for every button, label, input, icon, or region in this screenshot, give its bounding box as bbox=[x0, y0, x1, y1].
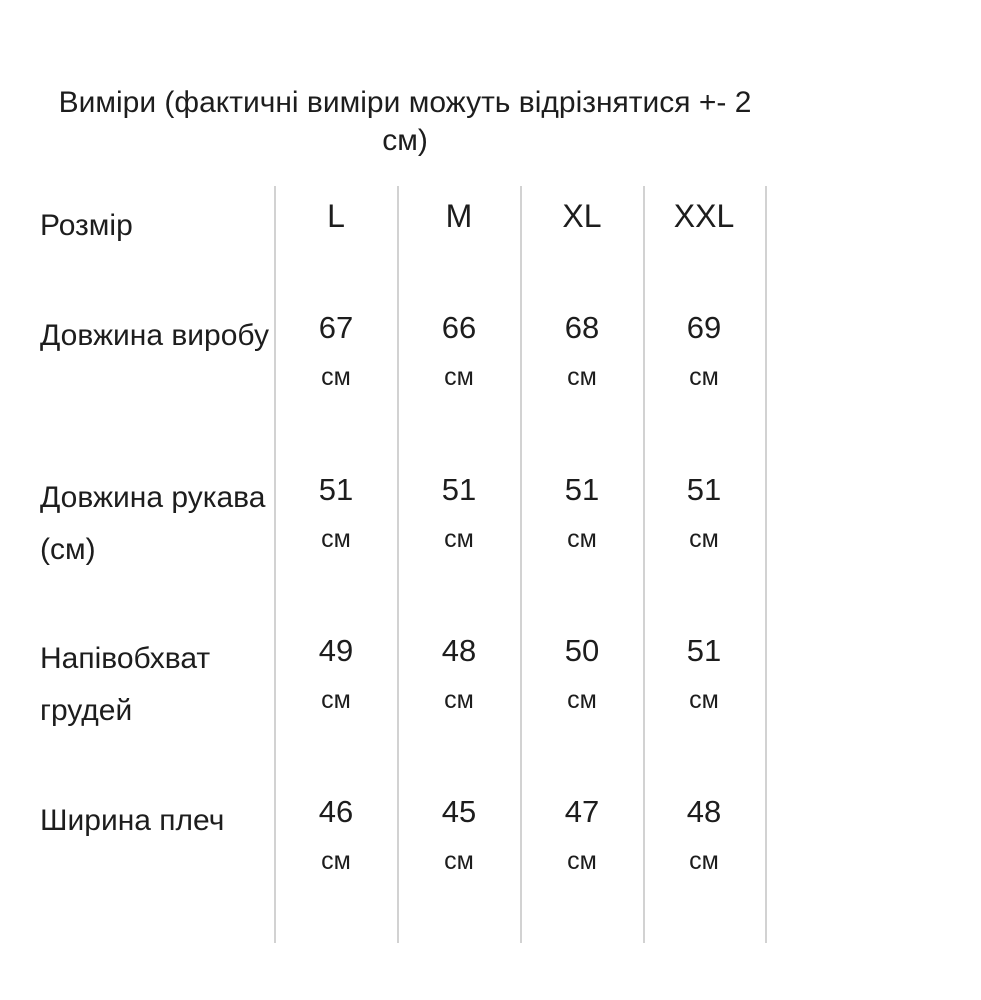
cell-unit: см bbox=[689, 847, 719, 875]
cell-unit: см bbox=[444, 847, 474, 875]
table-cell bbox=[399, 310, 519, 392]
size-header-xxl: XXL bbox=[673, 198, 735, 234]
table-cell bbox=[276, 310, 396, 392]
cell-value: 47 bbox=[564, 794, 600, 829]
table-cell bbox=[276, 472, 396, 554]
cell-unit: см bbox=[321, 847, 351, 875]
cell-unit: см bbox=[321, 525, 351, 553]
table-cell bbox=[399, 472, 519, 554]
cell-value: 68 bbox=[564, 310, 600, 345]
row-label-shoulders: Ширина плеч bbox=[40, 804, 225, 837]
row-label-length: Довжина виробу bbox=[40, 319, 269, 352]
cell-unit: см bbox=[689, 525, 719, 553]
cell-value: 48 bbox=[686, 794, 722, 829]
cell-unit: см bbox=[321, 686, 351, 714]
cell-value: 46 bbox=[318, 794, 354, 829]
cell-unit: см bbox=[567, 525, 597, 553]
size-header-l: L bbox=[327, 198, 345, 234]
cell-value: 51 bbox=[441, 472, 477, 507]
cell-unit: см bbox=[444, 363, 474, 391]
table-cell bbox=[399, 633, 519, 715]
cell-value: 45 bbox=[441, 794, 477, 829]
table-cell bbox=[276, 633, 396, 715]
cell-value: 51 bbox=[686, 472, 722, 507]
cell-value: 51 bbox=[686, 633, 722, 668]
cell-value: 69 bbox=[686, 310, 722, 345]
cell-unit: см bbox=[567, 363, 597, 391]
cell-value: 51 bbox=[318, 472, 354, 507]
table-cell bbox=[522, 310, 642, 392]
cell-value: 48 bbox=[441, 633, 477, 668]
size-header-xl: XL bbox=[562, 198, 602, 234]
cell-value: 51 bbox=[564, 472, 600, 507]
cell-unit: см bbox=[321, 363, 351, 391]
table-cell bbox=[522, 472, 642, 554]
table-title: Виміри (фактичні виміри можуть відрізнятися +- 2 см) bbox=[58, 86, 752, 157]
size-header-m: M bbox=[445, 198, 473, 234]
row-label-sleeve: Довжина рукава (см) bbox=[40, 481, 266, 566]
column-divider bbox=[765, 186, 767, 943]
cell-unit: см bbox=[444, 525, 474, 553]
row-label-chest: Напівобхват грудей bbox=[40, 642, 211, 727]
cell-unit: см bbox=[689, 363, 719, 391]
cell-value: 66 bbox=[441, 310, 477, 345]
cell-value: 49 bbox=[318, 633, 354, 668]
cell-value: 67 bbox=[318, 310, 354, 345]
cell-unit: см bbox=[689, 686, 719, 714]
table-cell bbox=[276, 794, 396, 876]
table-cell bbox=[644, 794, 764, 876]
header-label: Розмір bbox=[40, 209, 133, 242]
cell-unit: см bbox=[567, 847, 597, 875]
cell-unit: см bbox=[567, 686, 597, 714]
table-cell bbox=[522, 633, 642, 715]
cell-unit: см bbox=[444, 686, 474, 714]
table-cell bbox=[644, 472, 764, 554]
table-cell bbox=[399, 794, 519, 876]
table-cell bbox=[522, 794, 642, 876]
table-cell bbox=[644, 310, 764, 392]
table-cell bbox=[644, 633, 764, 715]
cell-value: 50 bbox=[564, 633, 600, 668]
